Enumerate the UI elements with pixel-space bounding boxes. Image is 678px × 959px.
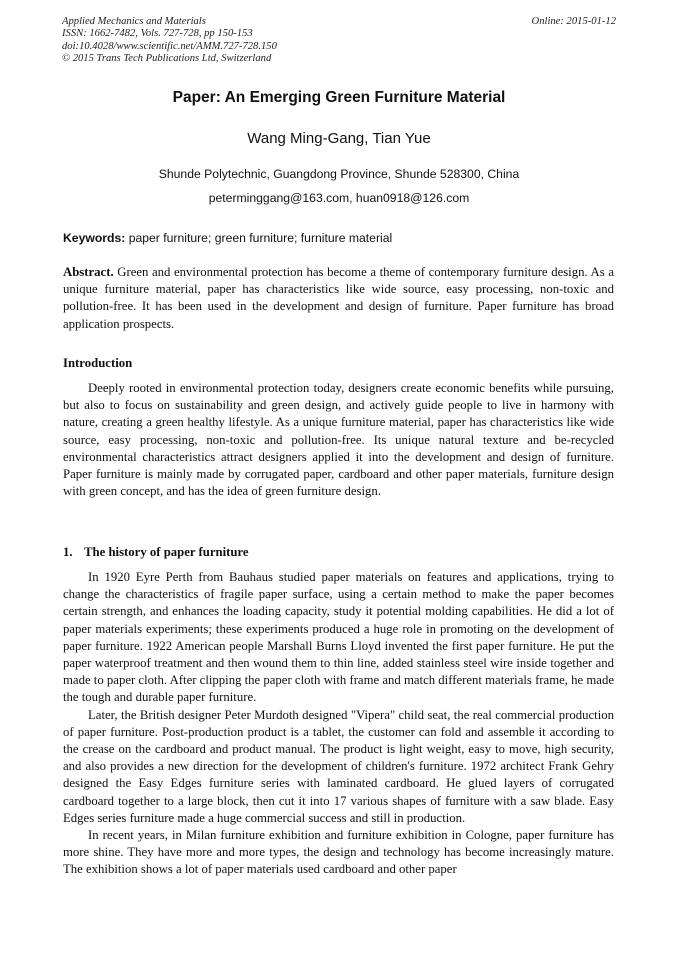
introduction-heading: Introduction bbox=[63, 356, 133, 370]
keywords bbox=[63, 231, 615, 245]
section-number: 1. bbox=[63, 545, 73, 559]
author-emails: peterminggang@163.com, huan0918@126.com bbox=[208, 191, 470, 205]
paper-title: Paper: An Emerging Green Furniture Material bbox=[172, 89, 506, 106]
paragraph: In 1920 Eyre Perth from Bauhaus studied paper materials on features and applications, trying to change the characteristics of fragile paper surface, using a certain method to make the paper becomes certain strength, and enhances the loading capacity, study it potential molding capabilities. He did a lot of paper materials experiments; these experiments produced a huge role in promoting on the development of paper furniture. 1922 American people Marshall Burns Lloyd invented the first paper furniture. He put the paper waterproof treatment and then wound them to thin line, added stainless steel wire inside together and made to paper cloth. After clipping the paper cloth with frame and match different materials frame, he made the tough and durable paper furniture. bbox=[63, 570, 614, 705]
introduction-body bbox=[63, 380, 614, 500]
abstract-label: Abstract. bbox=[63, 265, 114, 279]
copyright-line: © 2015 Trans Tech Publications Ltd, Switzerland bbox=[62, 52, 272, 64]
section-heading bbox=[63, 545, 249, 560]
keywords-text: paper furniture; green furniture; furniture material bbox=[125, 231, 393, 245]
journal-header bbox=[62, 16, 616, 65]
abstract bbox=[63, 264, 614, 333]
authors: Wang Ming-Gang, Tian Yue bbox=[247, 130, 431, 147]
paragraph: Later, the British designer Peter Murdoth designed "Vipera" child seat, the real commercial production of paper furniture. Post-production product is a tablet, the customer can fold and assemble it according to the crease on the cardboard and product manual. The product is light weight, easy to move, high security, and also provides a new direction for the development of children's furniture. 1972 architect Frank Gehry designed the Easy Edges furniture series with laminated cardboard. He glued layers of corrugated cardboard together to a large block, then cut it into 17 various shapes of furniture with a saw blade. Easy Edges series furniture made a huge commercial success and still in production. bbox=[63, 707, 614, 825]
abstract-text: Green and environmental protection has become a theme of contemporary furniture design. As a unique furniture material, paper has characteristics like wide source, easy processing, non-toxic and pollution-free. It has been used in the development and design of furniture. Paper furniture has broad application prospects. bbox=[63, 265, 614, 331]
doi-line: doi:10.4028/www.scientific.net/AMM.727-728.150 bbox=[62, 40, 277, 52]
journal-name: Applied Mechanics and Materials bbox=[62, 16, 206, 27]
online-date: Online: 2015-01-12 bbox=[531, 16, 616, 27]
keywords-label: Keywords: bbox=[63, 231, 126, 245]
affiliation: Shunde Polytechnic, Guangdong Province, Shunde 528300, China bbox=[158, 167, 520, 181]
section-body bbox=[63, 569, 614, 879]
issn-line: ISSN: 1662-7482, Vols. 727-728, pp 150-153 bbox=[62, 28, 253, 40]
section-title: The history of paper furniture bbox=[84, 545, 249, 559]
paragraph: Deeply rooted in environmental protection today, designers create economic benefits while pursuing, but also to focus on sustainability and green design, and actively guide people to live in harmony with nature, creating a green healthy lifestyle. As a unique furniture material, paper has characteristics like wide source, easy processing, non-toxic and pollution-free. Its unique natural texture and be-recycled environmental characteristics attract designers applied it into the development and design of furniture. Paper furniture is mainly made by corrugated paper, cardboard and other paper materials, furniture design with green concept, and has the idea of green furniture design. bbox=[63, 381, 614, 499]
paragraph: In recent years, in Milan furniture exhibition and furniture exhibition in Cologne, paper furniture has more shine. They have more and more types, the design and technology has become increasingly mature. The exhibition shows a lot of paper materials used cardboard and other paper bbox=[63, 828, 614, 877]
